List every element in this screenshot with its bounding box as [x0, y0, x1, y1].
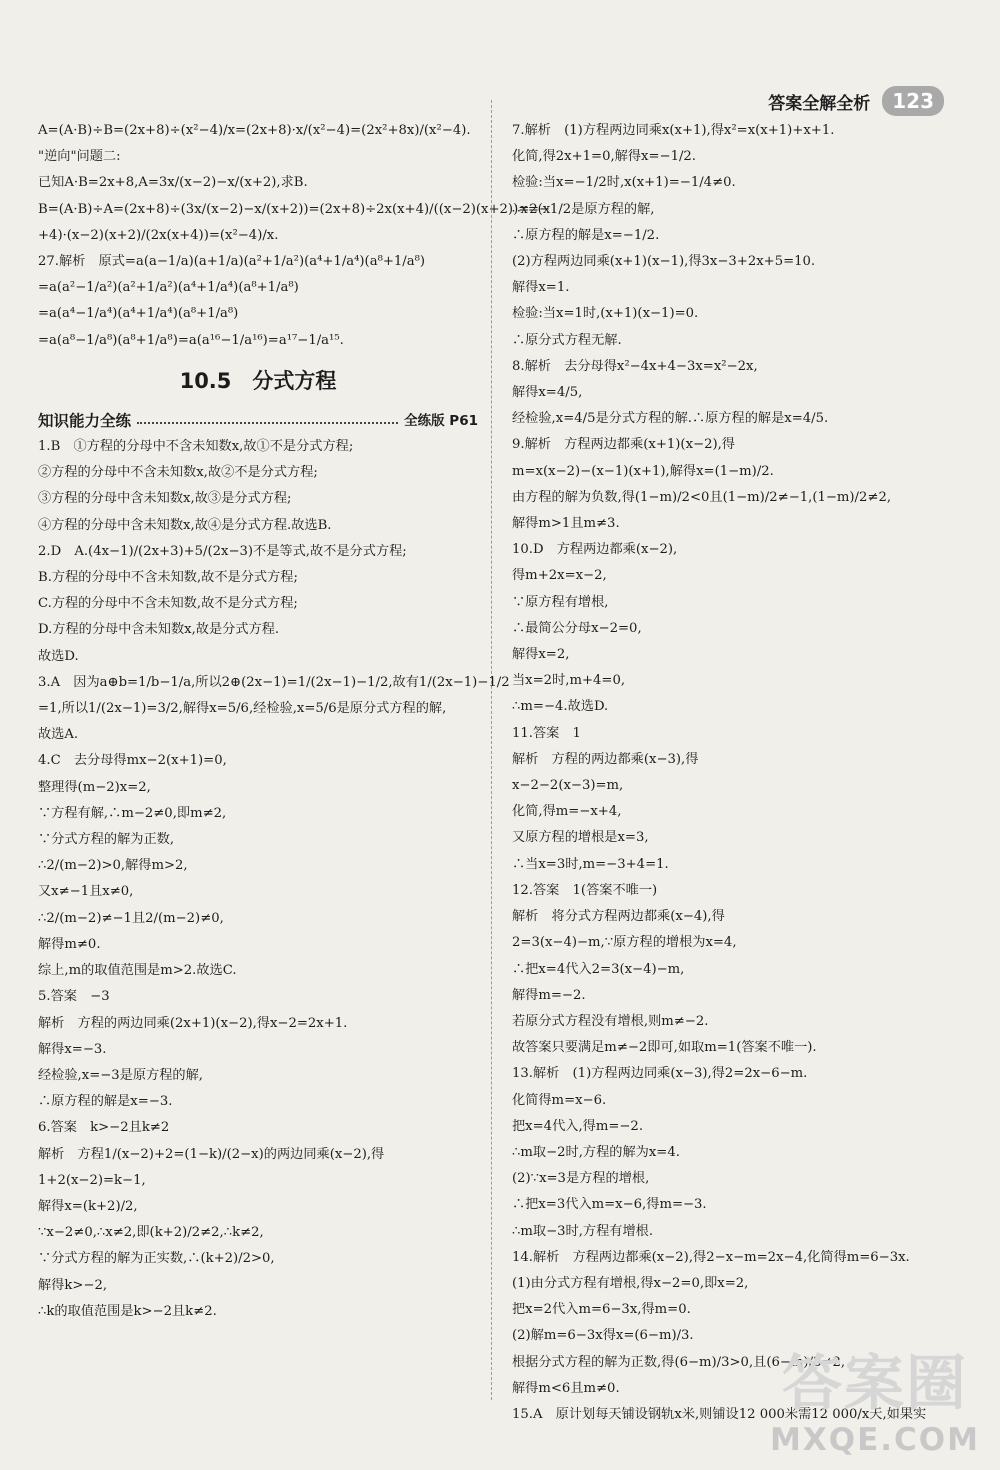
page-header [768, 86, 944, 116]
answer-line: ②方程的分母中不含未知数x,故②不是分式方程; [38, 465, 318, 481]
answer-line: =1,所以1/(2x−1)=3/2,解得x=5/6,经检验,x=5/6是原分式方程的解, [38, 701, 447, 717]
text-line: 把x=2代入m=6−3x,得m=0. [512, 1302, 691, 1318]
text-line: A=(A·B)÷B=(2x+8)÷(x²−4)/x=(2x+8)·x/(x²−4)=(2x²+8x)/(x²−4). [38, 123, 471, 138]
watermark-url: MXQE.COM [769, 1422, 980, 1458]
dotted-leader [137, 422, 398, 424]
text-line: 故答案只要满足m≠−2即可,如取m=1(答案不唯一). [512, 1040, 817, 1056]
answer-line: ∴原方程的解是x=−3. [38, 1094, 173, 1110]
text-line: 解析 将分式方程两边都乘(x−4),得 [512, 909, 725, 925]
text-line: 13.解析 (1)方程两边同乘(x−3),得2=2x−6−m. [512, 1066, 808, 1082]
text-line: "逆向"问题二: [38, 149, 121, 165]
answer-line: 解析 方程1/(x−2)+2=(1−k)/(2−x)的两边同乘(x−2),得 [38, 1146, 385, 1162]
section-title: 10.5 分式方程 [179, 368, 337, 393]
text-line: =a(a⁸−1/a⁸)(a⁸+1/a⁸)=a(a¹⁶−1/a¹⁶)=a¹⁷−1/a¹⁵. [38, 332, 344, 348]
answer-line: 1.B ①方程的分母中不含未知数x,故①不是分式方程; [38, 439, 354, 455]
answer-line: 解得x=−3. [38, 1041, 107, 1057]
text-line: 解析 方程的两边都乘(x−3),得 [512, 751, 699, 767]
text-line: ∴最简公分母x−2=0, [512, 620, 642, 636]
answer-line: C.方程的分母中不含未知数,故不是分式方程; [38, 596, 298, 612]
text-line: ∴m取−2时,方程的解为x=4. [512, 1144, 680, 1160]
text-line: 7.解析 (1)方程两边同乘x(x+1),得x²=x(x+1)+x+1. [512, 123, 835, 138]
text-line: ∴原方程的解是x=−1/2. [512, 227, 660, 243]
text-line: 化简,得m=−x+4, [512, 804, 622, 820]
text-line: 14.解析 方程两边都乘(x−2),得2−x−m=2x−4,化简得m=6−3x. [512, 1249, 910, 1265]
text-line: ∴把x=3代入m=x−6,得m=−3. [512, 1197, 707, 1213]
text-line: 得m+2x=x−2, [512, 568, 607, 584]
subhead-ref: 全练版 P61 [404, 412, 478, 429]
column-divider [491, 100, 492, 1400]
right-column [512, 118, 964, 1428]
subhead-title: 知识能力全练 [38, 411, 132, 430]
answer-line: ∴2/(m−2)>0,解得m>2, [38, 858, 188, 874]
answer-line: 4.C 去分母得mx−2(x+1)=0, [38, 753, 227, 769]
answer-line: 解得k>−2, [38, 1277, 108, 1293]
answer-line: ∵x−2≠0,∴x≠2,即(k+2)/2≠2,∴k≠2, [38, 1225, 264, 1241]
text-line: (2)方程两边同乘(x+1)(x−1),得3x−3+2x+5=10. [512, 254, 816, 270]
text-line: =a(a⁴−1/a⁴)(a⁴+1/a⁴)(a⁸+1/a⁸) [38, 306, 239, 322]
text-line: 8.解析 去分母得x²−4x+4−3x=x²−2x, [512, 358, 758, 374]
text-line: 27.解析 原式=a(a−1/a)(a+1/a)(a²+1/a²)(a⁴+1/a⁴)(a⁸+1/a⁸) [38, 254, 426, 270]
text-line: (2)解m=6−3x得x=(6−m)/3. [512, 1328, 694, 1344]
text-line: 化简得m=x−6. [512, 1092, 607, 1108]
text-line: 把x=4代入,得m=−2. [512, 1118, 644, 1134]
text-line: ∴m取−3时,方程有增根. [512, 1223, 654, 1239]
header-label: 答案全解全析 [768, 93, 871, 114]
text-line: 11.答案 1 [512, 725, 581, 741]
text-line: (1)由分式方程有增根,得x−2=0,即x=2, [512, 1275, 749, 1291]
text-line: 解得x=2, [512, 647, 570, 663]
text-line: 又原方程的增根是x=3, [512, 830, 649, 846]
answer-line: 故选D. [38, 648, 79, 664]
text-line: 根据分式方程的解为正数,得(6−m)/3>0,且(6−m)/3≠2, [512, 1354, 846, 1370]
text-line: B=(A·B)÷A=(2x+8)÷(3x/(x−2)−x/(x+2))=(2x+8)÷2x(x+4)/((x−2)(x+2))=2(x [38, 201, 551, 217]
text-line: 解得m<6且m≠0. [512, 1380, 620, 1396]
answer-line: ∵分式方程的解为正实数,∴(k+2)/2>0, [38, 1251, 275, 1267]
answer-line: B.方程的分母中不含未知数,故不是分式方程; [38, 570, 298, 586]
text-line: 12.答案 1(答案不唯一) [512, 882, 658, 898]
answer-line: 整理得(m−2)x=2, [38, 779, 151, 795]
text-line: 解得m=−2. [512, 987, 586, 1003]
text-line: ∴x=−1/2是原方程的解, [512, 201, 655, 217]
text-line: 9.解析 方程两边都乘(x+1)(x−2),得 [512, 437, 735, 453]
text-line: ∴把x=4代入2=3(x−4)−m, [512, 961, 685, 977]
text-line: 由方程的解为负数,得(1−m)/2<0且(1−m)/2≠−1,(1−m)/2≠2, [512, 489, 892, 505]
answer-line: ∵分式方程的解为正数, [38, 832, 175, 848]
answer-line: 解得m≠0. [38, 936, 101, 952]
text-line: =a(a²−1/a²)(a²+1/a²)(a⁴+1/a⁴)(a⁸+1/a⁸) [38, 280, 299, 296]
text-line: 检验:当x=−1/2时,x(x+1)=−1/4≠0. [512, 175, 736, 191]
answer-line: 2.D A.(4x−1)/(2x+3)+5/(2x−3)不是等式,故不是分式方程; [38, 543, 407, 559]
text-line: 已知A·B=2x+8,A=3x/(x−2)−x/(x+2),求B. [38, 175, 308, 191]
text-line: 解得x=1. [512, 280, 570, 296]
text-line: 检验:当x=1时,(x+1)(x−1)=0. [512, 306, 699, 322]
watermark [770, 1336, 980, 1458]
text-line: 当x=2时,m+4=0, [512, 673, 626, 689]
text-line: ∴原分式方程无解. [512, 332, 622, 348]
watermark-main: 答案圈 [781, 1349, 968, 1419]
text-line: ∴当x=3时,m=−3+4=1. [512, 856, 669, 872]
text-line: (2)∵x=3是方程的增根, [512, 1171, 650, 1187]
text-line: 解得m>1且m≠3. [512, 516, 620, 532]
answer-line: 5.答案 −3 [38, 989, 110, 1005]
answer-line: ∴2/(m−2)≠−1且2/(m−2)≠0, [38, 910, 224, 926]
subhead [38, 408, 478, 434]
answer-line: ∵方程有解,∴m−2≠0,即m≠2, [38, 805, 227, 821]
answer-line: ③方程的分母中含未知数x,故③是分式方程; [38, 491, 292, 507]
answer-line: 经检验,x=−3是原方程的解, [38, 1067, 203, 1083]
answer-line: 解得x=(k+2)/2, [38, 1198, 138, 1214]
text-line: 解得x=4/5, [512, 385, 583, 401]
answer-line: 3.A 因为a⊕b=1/b−1/a,所以2⊕(2x−1)=1/(2x−1)−1/2,故有1/(2x−1)−1/2 [38, 674, 510, 690]
answer-line: ∴k的取值范围是k>−2且k≠2. [38, 1303, 217, 1319]
text-line: 若原分式方程没有增根,则m≠−2. [512, 1013, 709, 1029]
text-line: x−2−2(x−3)=m, [512, 778, 624, 794]
text-line: 10.D 方程两边都乘(x−2), [512, 542, 678, 558]
answer-line: ④方程的分母中含未知数x,故④是分式方程.故选B. [38, 517, 332, 533]
answer-line: 综上,m的取值范围是m>2.故选C. [38, 963, 237, 979]
text-line: m=x(x−2)−(x−1)(x+1),解得x=(1−m)/2. [512, 463, 774, 479]
answer-line: 1+2(x−2)=k−1, [38, 1172, 146, 1188]
text-line: 15.A 原计划每天铺设钢轨x米,则铺设12 000米需12 000/x天,如果实 [512, 1406, 927, 1422]
answer-line: 6.答案 k>−2且k≠2 [38, 1120, 170, 1136]
text-line: +4)·(x−2)(x+2)/(2x(x+4))=(x²−4)/x. [38, 227, 279, 243]
text-line: 化简,得2x+1=0,解得x=−1/2. [512, 149, 696, 165]
text-line: ∵原方程有增根, [512, 594, 609, 610]
text-line: ∴m=−4.故选D. [512, 699, 609, 715]
answer-line: 故选A. [38, 727, 79, 743]
text-line: 2=3(x−4)−m,∵原方程的增根为x=4, [512, 935, 737, 951]
page-number: 123 [882, 86, 944, 116]
answer-line: 解析 方程的两边同乘(2x+1)(x−2),得x−2=2x+1. [38, 1015, 348, 1031]
answer-line: 又x≠−1且x≠0, [38, 884, 134, 900]
answer-line: D.方程的分母中含未知数x,故是分式方程. [38, 622, 280, 638]
text-line: 经检验,x=4/5是分式方程的解.∴原方程的解是x=4/5. [512, 411, 829, 427]
